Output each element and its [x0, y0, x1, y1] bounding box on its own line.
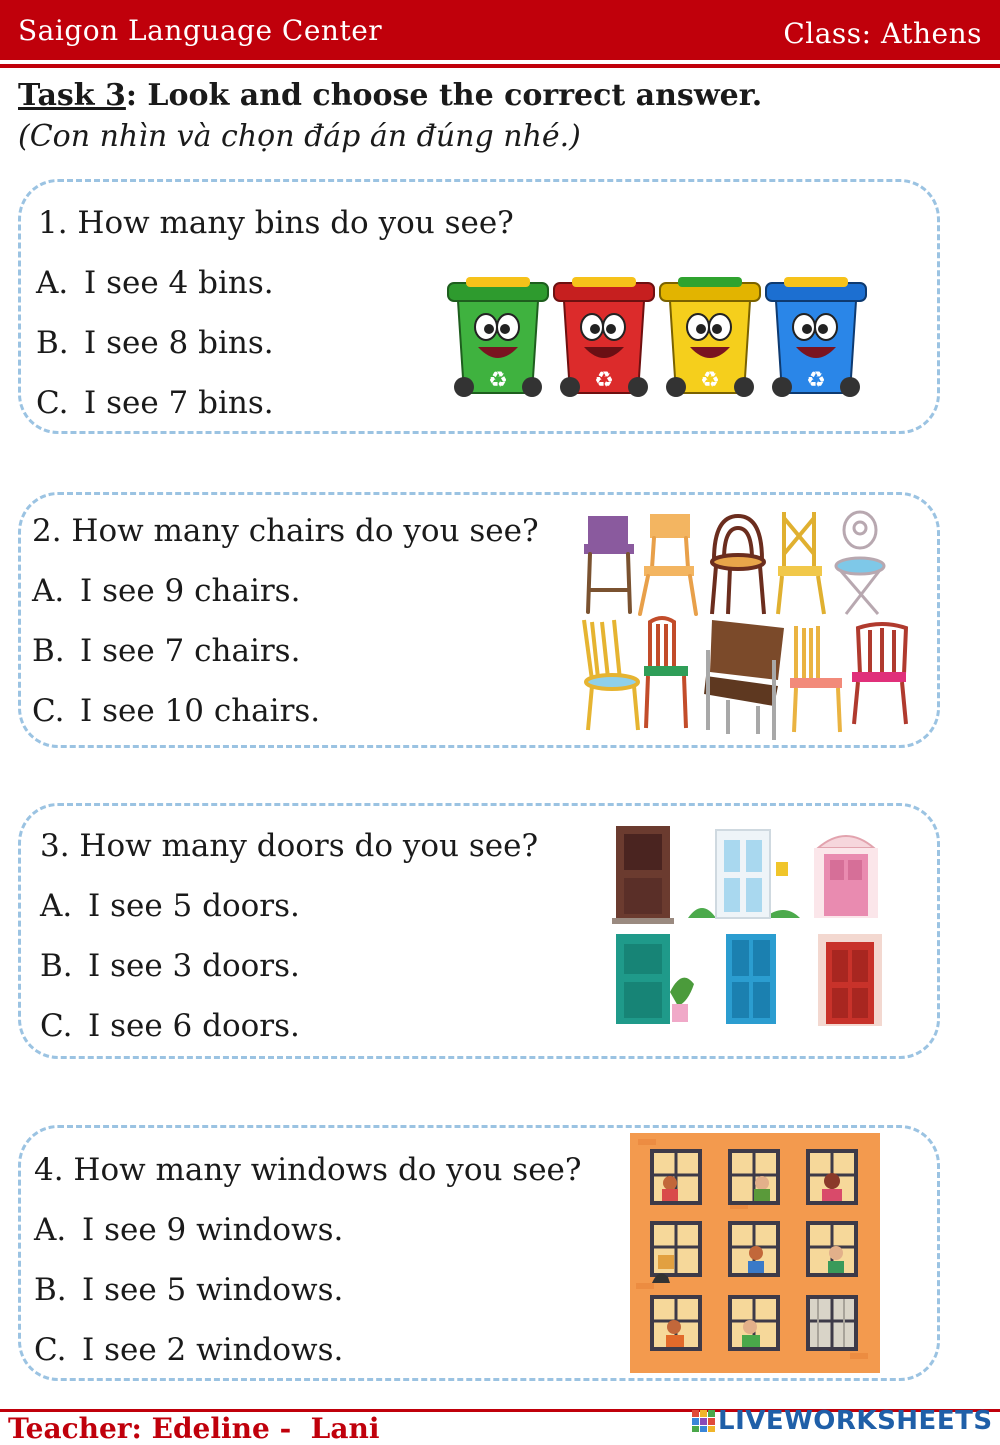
door-3	[814, 836, 878, 918]
option-letter: B.	[36, 325, 69, 361]
option-2a[interactable]	[32, 573, 300, 609]
option-text: I see 7 chairs.	[80, 633, 301, 669]
windows-illustration	[630, 1133, 880, 1373]
class-label: Class: Athens	[783, 17, 982, 50]
option-text: I see 4 bins.	[84, 265, 274, 301]
question-4-text: 4. How many windows do you see?	[34, 1152, 582, 1188]
window-8	[728, 1295, 780, 1351]
window-7	[650, 1295, 702, 1351]
option-letter: C.	[32, 693, 65, 729]
window-5	[728, 1221, 780, 1277]
question-1-text: 1. How many bins do you see?	[38, 205, 514, 241]
option-letter: B.	[34, 1272, 67, 1308]
option-letter: C.	[40, 1008, 73, 1044]
yellow-bin	[660, 277, 760, 397]
header-bar	[0, 0, 1000, 60]
option-text: I see 10 chairs.	[80, 693, 321, 729]
svg-text:♻: ♻	[488, 368, 508, 393]
window-1	[650, 1149, 702, 1205]
teacher-credit: Teacher: Edeline - Lani	[8, 1412, 380, 1445]
option-text: I see 6 doors.	[88, 1008, 300, 1044]
option-letter: B.	[32, 633, 65, 669]
liveworksheets-icon	[692, 1410, 716, 1432]
chair-3	[712, 516, 764, 614]
svg-text:♻: ♻	[806, 368, 826, 393]
option-letter: A.	[36, 265, 69, 301]
chair-9	[790, 626, 842, 732]
door-1	[612, 826, 674, 924]
option-text: I see 2 windows.	[82, 1332, 344, 1368]
door-2	[688, 830, 800, 918]
task-number: Task 3	[18, 78, 126, 113]
window-9	[806, 1295, 858, 1351]
window-2	[728, 1149, 780, 1205]
chair-5	[836, 512, 884, 614]
green-bin	[448, 277, 548, 397]
option-4a[interactable]	[34, 1212, 343, 1248]
chair-10	[852, 624, 906, 724]
option-text: I see 9 chairs.	[80, 573, 301, 609]
option-2b[interactable]	[32, 633, 300, 669]
chair-8	[704, 620, 784, 740]
option-3c[interactable]	[40, 1008, 300, 1044]
option-3b[interactable]	[40, 948, 300, 984]
option-3a[interactable]	[40, 888, 300, 924]
chair-2	[640, 514, 696, 614]
option-2c[interactable]	[32, 693, 320, 729]
windows-row-3	[650, 1295, 858, 1351]
liveworksheets-wordmark: LIVEWORKSHEETS	[718, 1406, 993, 1436]
chairs-illustration	[578, 510, 913, 742]
option-text: I see 9 windows.	[82, 1212, 344, 1248]
question-3-text: 3. How many doors do you see?	[40, 828, 539, 864]
liveworksheets-logo[interactable]	[692, 1406, 993, 1436]
option-letter: A.	[40, 888, 73, 924]
option-4b[interactable]	[34, 1272, 343, 1308]
door-5	[726, 934, 776, 1024]
svg-text:♻: ♻	[594, 368, 614, 393]
doors-illustration	[596, 822, 906, 1027]
task-title	[18, 78, 762, 113]
option-text: I see 7 bins.	[84, 385, 274, 421]
windows-row-1	[650, 1149, 858, 1205]
option-text: I see 5 doors.	[88, 888, 300, 924]
header-divider	[0, 64, 1000, 68]
window-3	[806, 1149, 858, 1205]
option-letter: B.	[40, 948, 73, 984]
door-6	[818, 934, 882, 1026]
task-instruction: : Look and choose the correct answer.	[125, 78, 763, 113]
option-1b[interactable]	[36, 325, 274, 361]
red-bin	[554, 277, 654, 397]
door-4	[616, 934, 694, 1024]
option-text: I see 3 doors.	[88, 948, 300, 984]
svg-text:♻: ♻	[700, 368, 720, 393]
blue-bin	[766, 277, 866, 397]
option-1a[interactable]	[36, 265, 274, 301]
option-letter: C.	[34, 1332, 67, 1368]
chair-6	[584, 620, 638, 730]
task-translation: (Con nhìn và chọn đáp án đúng nhé.)	[18, 119, 581, 154]
option-text: I see 5 windows.	[82, 1272, 344, 1308]
bins-illustration	[440, 275, 880, 410]
option-1c[interactable]	[36, 385, 274, 421]
option-letter: A.	[34, 1212, 67, 1248]
windows-row-2	[650, 1221, 858, 1277]
window-6	[806, 1221, 858, 1277]
question-2-text: 2. How many chairs do you see?	[32, 513, 539, 549]
option-4c[interactable]	[34, 1332, 343, 1368]
option-letter: C.	[36, 385, 69, 421]
window-4	[650, 1221, 702, 1277]
chair-1	[584, 516, 634, 612]
option-letter: A.	[32, 573, 65, 609]
option-text: I see 8 bins.	[84, 325, 274, 361]
chair-4	[778, 512, 824, 614]
school-name: Saigon Language Center	[18, 14, 383, 47]
chair-7	[644, 618, 688, 728]
